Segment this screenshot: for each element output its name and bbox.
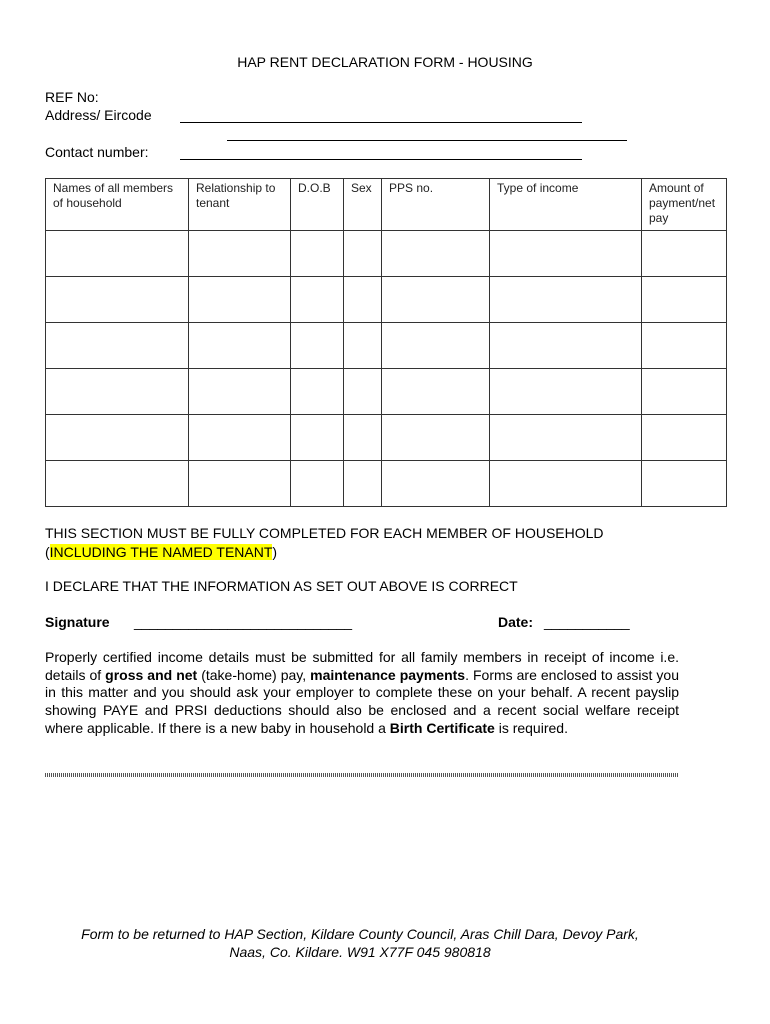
- cell[interactable]: [291, 461, 344, 507]
- cell[interactable]: [291, 277, 344, 323]
- cell[interactable]: [344, 277, 382, 323]
- highlighted-text: INCLUDING THE NAMED TENANT: [49, 544, 273, 560]
- paren-open: (: [45, 544, 50, 560]
- bold-text: Birth Certificate: [389, 719, 495, 736]
- cell[interactable]: [642, 369, 727, 415]
- contact-label: Contact number:: [45, 144, 149, 160]
- address-field-line-2[interactable]: [227, 140, 627, 141]
- table-header-row: [46, 179, 727, 231]
- cell[interactable]: [189, 415, 291, 461]
- signature-field[interactable]: ____________________________: [134, 614, 353, 630]
- cell[interactable]: [382, 461, 490, 507]
- form-title: HAP RENT DECLARATION FORM - HOUSING: [237, 54, 533, 70]
- cell[interactable]: [291, 323, 344, 369]
- header-dob: D.O.B: [291, 179, 344, 231]
- cell[interactable]: [344, 369, 382, 415]
- cell[interactable]: [642, 323, 727, 369]
- cell[interactable]: [490, 415, 642, 461]
- contact-field-line[interactable]: [180, 159, 582, 160]
- text: is required.: [494, 719, 568, 736]
- table-row: [46, 323, 727, 369]
- text: . Forms are enclosed to assist you in this matter and you should ask your employer to complete these on your behalf. A recent payslip showing PAYE and PRSI deductions should also be enclosed and a recent social welfare receipt where applicable. If there is a new baby in household a: [45, 666, 679, 736]
- cell[interactable]: [490, 369, 642, 415]
- cell[interactable]: [344, 323, 382, 369]
- cell[interactable]: [382, 323, 490, 369]
- table-row: [46, 461, 727, 507]
- cell[interactable]: [344, 461, 382, 507]
- cell[interactable]: [189, 277, 291, 323]
- cell[interactable]: [189, 231, 291, 277]
- cell[interactable]: [490, 231, 642, 277]
- cell[interactable]: [189, 461, 291, 507]
- cell[interactable]: [46, 461, 189, 507]
- bold-text: maintenance payments: [310, 666, 466, 683]
- table-row: [46, 369, 727, 415]
- income-instructions: [45, 649, 679, 738]
- header-names: Names of all members of household: [46, 179, 189, 231]
- cell[interactable]: [382, 415, 490, 461]
- return-address: [40, 925, 680, 961]
- cell[interactable]: [344, 415, 382, 461]
- header-relationship: Relationship to tenant: [189, 179, 291, 231]
- footer-line: Naas, Co. Kildare. W91 X77F 045 980818: [229, 944, 491, 960]
- cell[interactable]: [344, 231, 382, 277]
- cell[interactable]: [189, 323, 291, 369]
- header-pps: PPS no.: [382, 179, 490, 231]
- cell[interactable]: [642, 461, 727, 507]
- notice-line-2: [45, 543, 604, 562]
- cell[interactable]: [46, 231, 189, 277]
- bold-text: gross and net: [105, 666, 198, 683]
- household-table: [45, 178, 727, 507]
- ref-label: REF No:: [45, 89, 99, 105]
- cell[interactable]: [490, 461, 642, 507]
- text: Properly certified income details must be submitted for all family members in receipt of income i.e. details of: [45, 649, 679, 683]
- cell[interactable]: [291, 231, 344, 277]
- cell[interactable]: [46, 369, 189, 415]
- date-field[interactable]: ___________: [544, 614, 630, 630]
- completion-notice: [45, 524, 604, 562]
- signature-label: Signature: [45, 614, 110, 630]
- cell[interactable]: [189, 369, 291, 415]
- cell[interactable]: [382, 369, 490, 415]
- date-label: Date:: [498, 614, 534, 630]
- header-income-type: Type of income: [490, 179, 642, 231]
- table-row: [46, 415, 727, 461]
- header-sex: Sex: [344, 179, 382, 231]
- table-row: [46, 231, 727, 277]
- text: (take-home) pay,: [197, 666, 311, 683]
- address-field-line-1[interactable]: [180, 122, 582, 123]
- cell[interactable]: [642, 277, 727, 323]
- footer-line: Form to be returned to HAP Section, Kildare County Council, Aras Chill Dara, Devoy Park,: [81, 926, 639, 942]
- cell[interactable]: [490, 277, 642, 323]
- cell[interactable]: [291, 369, 344, 415]
- address-label: Address/ Eircode: [45, 107, 152, 123]
- cell[interactable]: [46, 277, 189, 323]
- notice-line: THIS SECTION MUST BE FULLY COMPLETED FOR EACH MEMBER OF HOUSEHOLD: [45, 525, 604, 541]
- cell[interactable]: [46, 323, 189, 369]
- dotted-divider: [45, 773, 679, 777]
- cell[interactable]: [490, 323, 642, 369]
- declaration-text: I DECLARE THAT THE INFORMATION AS SET OUT ABOVE IS CORRECT: [45, 578, 518, 594]
- cell[interactable]: [46, 415, 189, 461]
- cell[interactable]: [291, 415, 344, 461]
- cell[interactable]: [642, 231, 727, 277]
- cell[interactable]: [382, 231, 490, 277]
- table-row: [46, 277, 727, 323]
- cell[interactable]: [642, 415, 727, 461]
- cell[interactable]: [382, 277, 490, 323]
- header-amount: Amount of payment/net pay: [642, 179, 727, 231]
- paren-close: ): [272, 544, 278, 560]
